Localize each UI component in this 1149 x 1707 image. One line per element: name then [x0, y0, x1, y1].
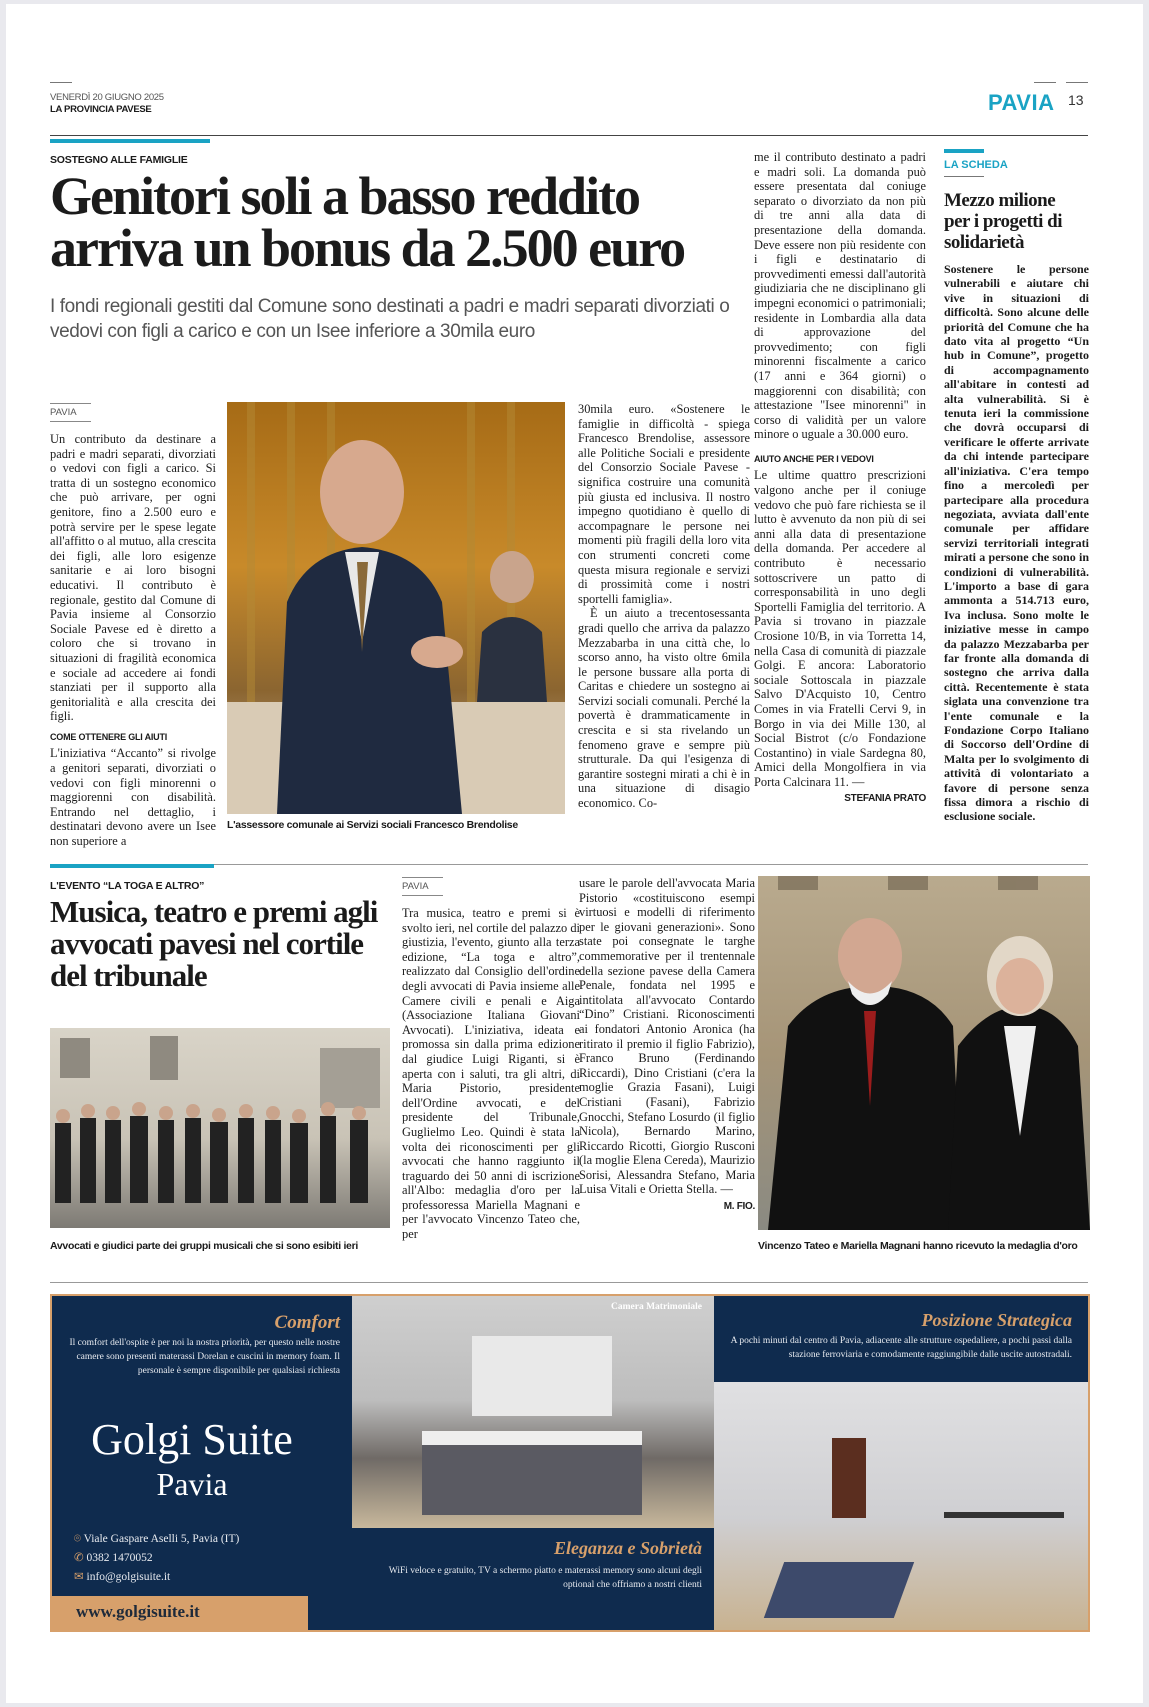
accent-bar	[944, 149, 984, 153]
section-name: PAVIA	[988, 90, 1055, 115]
dateline: PAVIA	[50, 403, 91, 422]
wall-art	[472, 1336, 612, 1416]
header-tick	[1034, 82, 1056, 83]
room-label: Camera Matrimoniale	[610, 1302, 702, 1312]
contact-block	[74, 1530, 239, 1587]
comfort-text: Il comfort dell'ospite è per noi la nostra priorità, per questo nelle nostre camere sono presenti materassi Dorelan e cuscini in memory foam. Il personale è sempre disponibile per qualsiasi richiesta	[69, 1338, 340, 1376]
location-pin-icon: ⌾	[74, 1533, 81, 1545]
address: Viale Gaspare Aselli 5, Pavia (IT)	[83, 1533, 240, 1545]
phone-icon: ✆	[74, 1552, 84, 1564]
sidebar-headline: Mezzo milione per i progetti di solidarietà	[944, 190, 1062, 253]
article2-headline: Musica, teatro e premi agli avvocati pavesi nel cortile del tribunale	[50, 894, 378, 993]
group-people-icon	[50, 1028, 390, 1228]
brendolise-photo	[227, 402, 565, 814]
website-link[interactable]: www.golgisuite.it	[76, 1602, 200, 1621]
article2-kicker: L'EVENTO “LA TOGA E ALTRO”	[50, 880, 205, 892]
subhead: COME OTTENERE GLI AIUTI	[50, 731, 168, 742]
header-tick	[1066, 82, 1088, 83]
issue-date: VENERDÌ 20 GIUGNO 2025	[50, 92, 164, 103]
byline: M. FIO.	[723, 1201, 755, 1213]
accent-bar	[50, 139, 210, 143]
mail-icon: ✉	[74, 1571, 84, 1583]
article1-column-3	[754, 150, 926, 806]
musicians-photo	[50, 1028, 390, 1228]
article2-column-2	[579, 876, 755, 1212]
paragraph: È un aiuto a trecentosessanta gradi quello che arriva da palazzo Mezzabarba in una città che, lo scorso anno, ha visto oltre 6mila le persone bussare alla porta di Caritas e chiedere un sostegno ai Servizi sociali comunali. Perché la povertà è drammaticamente in crescita e si sta rivelando un fenomeno grave e sempre più strutturale. Da qui l'esigenza di garantire sostegni mirati a chi è in una situazione di disagio economico. Co-	[578, 606, 750, 811]
paragraph: me il contributo destinato a padri e madri soli. La domanda può essere presentata dal coniuge separato o divorziato da non più di tre anni alla data di presentazione della domanda. Deve essere non più residente con i figli e destinatario di provvedimenti emessi dall'autorità giudiziaria che ne disciplinano gli impegni economici o patrimoniali; residente in Lombardia alla data di approvazione del provvedimento; con figli minorenni fiscalmente a carico (17 anni e 364 giorni) o maggiorenni con disabilità; con attestazione "Isee minorenni" in corso di validità per un valore minore o uguale a 30.000 euro.	[754, 150, 926, 442]
newspaper-page	[6, 4, 1143, 1703]
door-icon	[832, 1438, 866, 1518]
accent-bar	[50, 864, 214, 868]
newspaper-name: LA PROVINCIA PAVESE	[50, 104, 152, 115]
website-bar	[52, 1596, 308, 1630]
eleganza-panel	[352, 1528, 714, 1630]
paragraph: L'iniziativa “Accanto” si rivolge a genitori separati, divorziati o vedovi con figli minorenni o maggiorenni con disabilità. Entrando nel dettaglio, i destinatari devono avere un Isee non superiore a	[50, 746, 216, 849]
hallway-photo	[714, 1382, 1088, 1630]
sidebar-rule	[944, 176, 984, 177]
eleganza-text: WiFi veloce e gratuito, TV a schermo piatto e materassi memory sono alcuni degli optional che offriamo a nostri clienti	[388, 1566, 702, 1590]
paragraph: Le ultime quattro prescrizioni valgono anche per il coniuge vedovo che può fare richiesta se il lutto è avvenuto da non più di sei anni alla data di presentazione della domanda. Per accedere al contributo è necessario sottoscrivere un patto di corresponsabilità in uno degli Sportelli Famiglia del territorio. A Pavia si trovano in piazzale Crosione 10/B, in via Torretta 14, nella Casa di comunità di piazzale Golgi. E ancora: Laboratorio sociale Sottoscala in piazzale Salvo D'Acquisto 10, Centro Comes in via Fratelli Cervi 9, in Borgo in via dei Mille 130, al Social Bistrot (c/o Fondazione Costantino) in viale Sardegna 80, Amici della Mongolfiera in via Porta Calcinara 11. —	[754, 468, 926, 789]
comfort-title: Comfort	[274, 1312, 340, 1333]
ad-divider	[50, 1282, 1088, 1283]
paragraph: Tra musica, teatro e premi si è svolto ieri, nel cortile del palazzo di giustizia, l'evento, giunto alla terza edizione, “La toga e altro”, realizzato dal Consiglio dell'ordine degli avvocati di Pavia insieme alle Camere civili e penali e Aiga (Associazione Italiana Giovani Avvocati). L'iniziativa, ideata e promossa sin dalla prima edizione dal giudice Luigi Riganti, si è aperta con i saluti, tra gli altri, di Maria Pistorio, presidente dell'Ordine avvocati, e del presidente del Tribunale, Guglielmo Leo. Quindi è stata la volta dei riconoscimenti per gli avvocati che hanno raggiunto il traguardo dei 50 anni di iscrizione all'Albo: medaglia d'oro per la professoressa Mariella Magnani e per l'avvocato Vincenzo Tateo che, per	[402, 906, 580, 1242]
paragraph: Un contributo da destinare a padri e madri separati, divorziati o vedovi con figli a carico. Si tratta di un sostegno economico che può arrivare, per ogni genitore, fino a 2.500 euro e potrà servire per le spese legate all'affitto o al mutuo, alla crescita dei figli, alle loro esigenze sanitarie e ai loro bisogni educativi. Il contributo è regionale, gestito dal Comune di Pavia insieme al Consorzio Sociale Pavese ed è diretto a coloro che si trovano in situazioni di fragilità economica e sociale ad accedere ai fondi stanziati per il supporto alla genitorialità e alla crescita dei figli.	[50, 432, 216, 724]
article1-subheadline: I fondi regionali gestiti dal Comune sono destinati a padri e madri separati divorziati o vedovi con figli a carico e con un Isee inferiore a 30mila euro	[50, 296, 730, 342]
paragraph: usare le parole dell'avvocata Maria Pistorio «costituiscono esempi virtuosi e modelli di riferimento per le giovani generazioni». Sono state poi consegnate le targhe commemorative per il trentennale della sezione pavese della Camera Penale, fondata nel 1995 e intitolata all'avvocato Contardo “Dino” Cristiani. Riconoscimenti ai fondatori Antonio Aronica (ha ritirato il premio il figlio Fabrizio), Franco Bruno (Ferdinando Riccardi), Dino Cristiani (c'era la moglie Grazia Fasani), Luigi Cristiani (Fasani), Fabrizio Gnocchi, Stefano Losurdo (il figlio Nicola), Bernardo Marino, Riccardo Ricotti, Giorgio Rusconi (la moglie Elena Cereda), Maurizio Sorisi, Alessandra Stefano, Maria Luisa Vitali e Orietta Stella. —	[579, 876, 755, 1197]
email[interactable]: info@golgisuite.it	[86, 1571, 171, 1583]
article1-headline: Genitori soli a basso reddito arriva un bonus da 2.500 euro	[50, 166, 685, 278]
posizione-text: A pochi minuti dal centro di Pavia, adiacente alle strutture ospedaliere, a pochi passi dalla stazione ferroviaria e comodamente raggiungibile dalle uscite autostradali.	[730, 1336, 1072, 1360]
desk-icon	[944, 1512, 1064, 1518]
award-photo	[758, 876, 1090, 1230]
brand-city: Pavia	[156, 1466, 228, 1502]
bed-icon	[422, 1431, 642, 1515]
paragraph: 30mila euro. «Sostenere le famiglie in difficoltà - spiega Francesco Brendolise, assessore alle Politiche Sociali e presidente del Consorzio Sociale Pavese - significa costruire una comunità più giusta ed inclusiva. Il nostro impegno quotidiano è quello di accompagnare le persone nei momenti più fragili della loro vita con strumenti concreti come questa misura regionale e servizi di prossimità come i nostri sportelli famiglia».	[578, 402, 750, 606]
phone[interactable]: 0382 1470052	[86, 1552, 153, 1564]
article1-column-1	[50, 402, 216, 849]
article2-column-1	[402, 876, 580, 1242]
two-people-icon	[758, 876, 1090, 1230]
eleganza-title: Eleganza e Sobrietà	[553, 1538, 702, 1558]
bedroom-photo	[352, 1296, 714, 1528]
rug-icon	[764, 1562, 914, 1618]
photo-caption: L'assessore comunale ai Servizi sociali Francesco Brendolise	[227, 819, 518, 831]
ad-left-panel	[52, 1296, 352, 1630]
photo-caption: Avvocati e giudici parte dei gruppi musicali che si sono esibiti ieri	[50, 1240, 359, 1252]
posizione-panel	[714, 1296, 1088, 1382]
golgi-suite-ad	[50, 1294, 1090, 1632]
article1-column-2	[578, 402, 750, 811]
page-number: 13	[1068, 92, 1084, 108]
photo-caption: Vincenzo Tateo e Mariella Magnani hanno ricevuto la medaglia d'oro	[758, 1240, 1078, 1252]
dateline: PAVIA	[402, 877, 443, 896]
posizione-title: Posizione Strategica	[921, 1310, 1072, 1330]
header-tick	[50, 82, 72, 83]
sidebar-kicker: LA SCHEDA	[944, 159, 1008, 171]
brand-name: Golgi Suite	[91, 1415, 293, 1464]
person-silhouette-icon	[227, 402, 565, 814]
sidebar-body: Sostenere le persone vulnerabili e aiutare chi vive in situazioni di difficoltà. Sono alcune delle priorità del Comune che ha dato vita al progetto “Un hub in Comune”, progetto di accompagnamento all'abitare in contesti ad alta vulnerabilità. Si è tenuta ieri la commissione che dovrà occuparsi di verificare le offerte arrivate da chi intende partecipare all'iniziativa. C'era tempo fino a mercoledì per partecipare alla procedura negoziata, avviata dall'ente comunale per affidare servizi territoriali integrati mirati a persone che sono in condizioni di vulnerabilità. L'importo a base di gara ammonta a 514.713 euro, Iva inclusa. Sono molte le iniziative messe in campo da palazzo Mezzabarba per far fronte alla domanda di sostegno che arriva dalla città. Recentemente è stata siglata una convenzione tra l'ente comunale e la Fondazione Corpo Italiano di Soccorso dell'Ordine di Malta per lo svolgimento di attività di volontariato a favore di persone senza fissa dimora a rischio di esclusione sociale.	[944, 262, 1089, 824]
header-rule	[50, 135, 1088, 136]
byline: STEFANIA PRATO	[844, 792, 926, 804]
article1-kicker: SOSTEGNO ALLE FAMIGLIE	[50, 154, 188, 166]
subhead: AIUTO ANCHE PER I VEDOVI	[754, 453, 874, 464]
